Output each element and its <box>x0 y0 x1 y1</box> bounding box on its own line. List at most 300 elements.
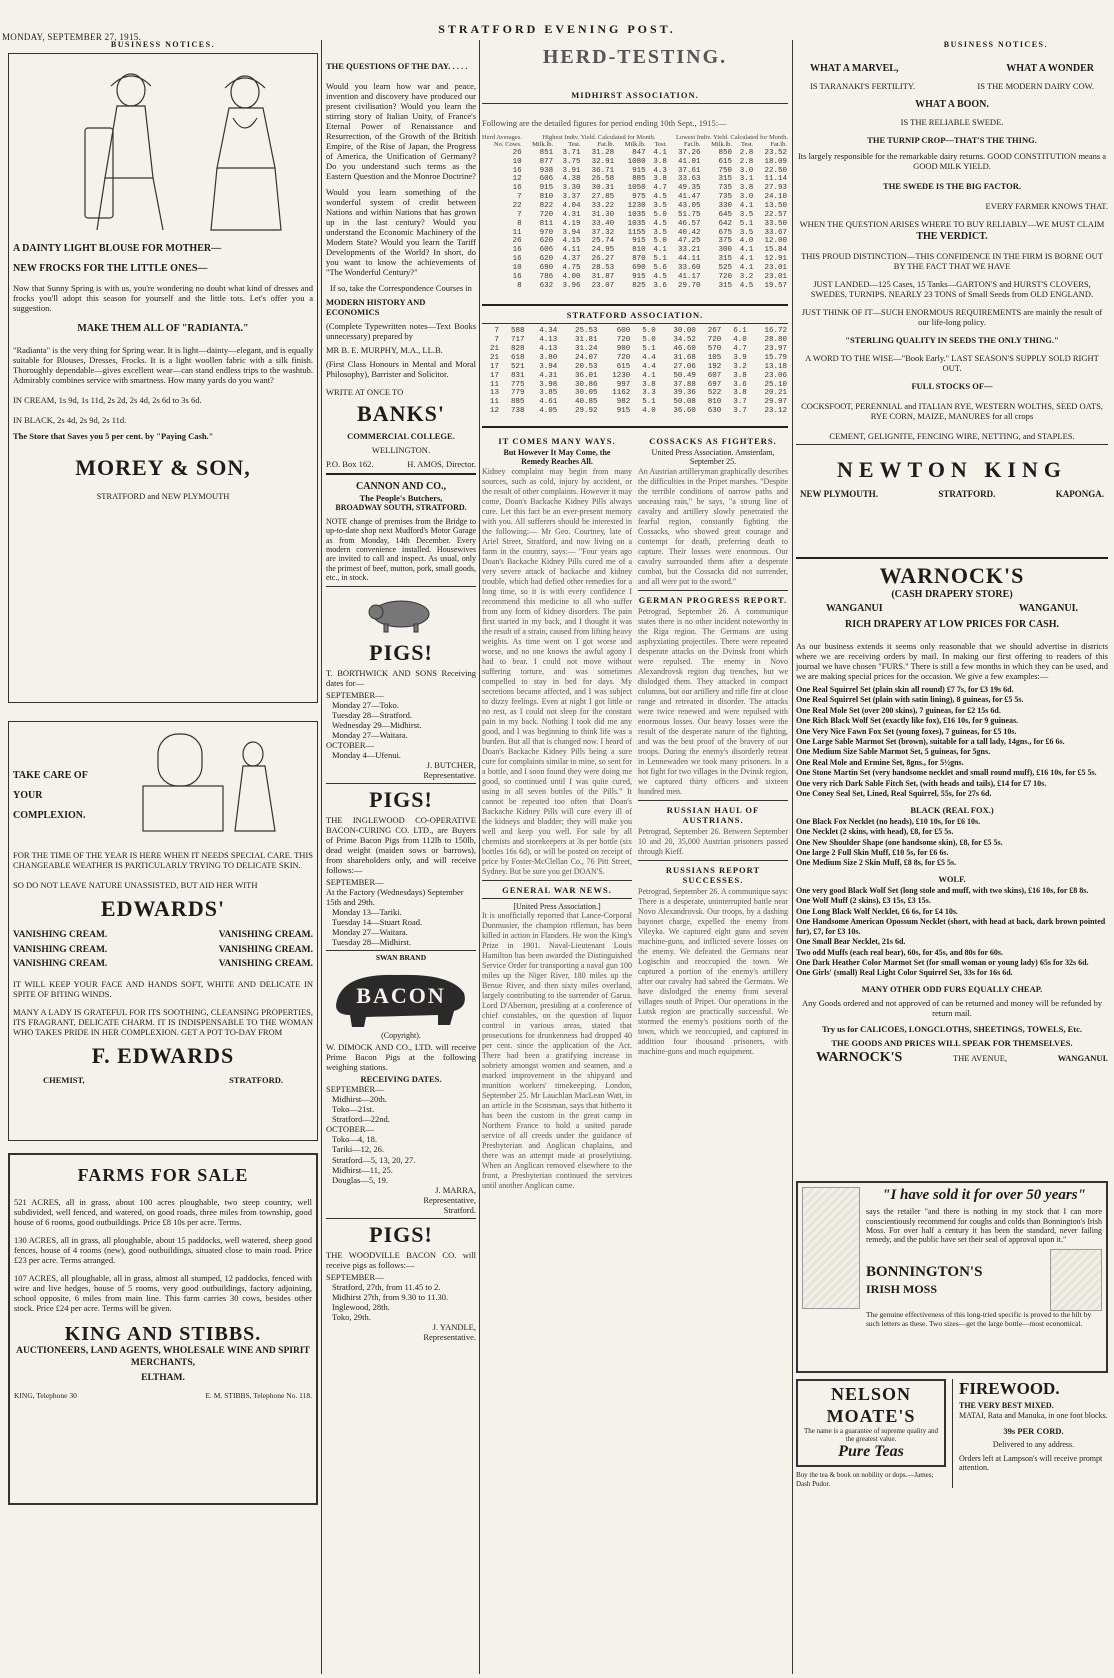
bacon-copyright: (Copyright). <box>381 1030 421 1040</box>
table-cell: 10 <box>512 263 522 272</box>
pigs2-date: Monday 27—Waitara. <box>332 927 408 938</box>
table-cell: 810 <box>632 246 646 255</box>
table-cell: 7 <box>494 327 500 336</box>
column-rule <box>792 40 793 1674</box>
write-line: WRITE AT ONCE TO <box>326 387 404 398</box>
russian-haul-title: RUSSIAN HAUL OF AUSTRIANS. <box>666 804 760 825</box>
midhirst-heading: MIDHIRST ASSOCIATION. <box>571 89 699 100</box>
table-cell: 786 <box>539 272 554 281</box>
table-cell: 15.84 <box>764 246 787 255</box>
table-cell: 5.0 <box>642 336 656 345</box>
table-cell: 618 <box>510 353 525 362</box>
column-3 <box>482 40 788 1678</box>
table-cell: 31.87 <box>591 272 615 281</box>
table-cell: 4.61 <box>539 398 558 407</box>
kidney-sub2: Remedy Reaches All. <box>521 457 593 467</box>
table-cell: 22 <box>512 202 522 210</box>
fur-item: One Real Mole Set (over 200 skins), 7 guineas, for £2 15s 6d. <box>796 705 1001 715</box>
irish-moss-brand: IRISH MOSS <box>866 1281 938 1296</box>
table-cell: 1155 <box>627 228 646 237</box>
returns-note: Any Goods ordered and not approved of can be returned and money will be refunded by return mail. <box>801 997 1102 1018</box>
table-row <box>482 193 788 202</box>
table-cell: 3.6 <box>653 281 667 290</box>
table-cell: 33.21 <box>678 246 701 255</box>
table-cell: 2.8 <box>739 148 754 157</box>
table-cell: 3.71 <box>562 148 581 157</box>
warnocks-foot-name: WARNOCK'S <box>816 1049 903 1065</box>
college-footer <box>326 459 476 469</box>
table-cell: 37.88 <box>673 380 696 389</box>
table-cell: 31.30 <box>591 210 615 219</box>
pigs1-date: Monday 27—Toko. <box>332 699 399 710</box>
table-cell: 50.08 <box>673 398 696 407</box>
table-cell: 3.5 <box>653 228 667 237</box>
table-row <box>482 273 788 282</box>
table-cell: 4.31 <box>562 210 581 219</box>
pigs3-role: Representative. <box>423 1331 476 1342</box>
dressing-table-illustration <box>103 726 303 836</box>
marvel-text: WHAT A MARVEL, <box>810 63 899 75</box>
table-cell: 5.0 <box>653 237 667 246</box>
kidney-sub1: But However It May Come, the <box>503 447 611 457</box>
table-cell: 720 <box>616 336 631 345</box>
table-cell: 7 <box>517 193 522 202</box>
table-cell: 4.1 <box>642 371 656 380</box>
table-cell: 735 <box>718 184 733 193</box>
table-cell: 4.1 <box>739 255 754 264</box>
table-cell: 3.30 <box>562 184 581 193</box>
pure-teas: Pure Teas <box>838 1443 904 1461</box>
russian-success-body: Petrograd, September 26. A communique says: There is a desperate, uninterrupted battle near Novo Alexandrovsk. Our troops, by a dashing bayonet charge, expelled the enemy from Vileyka. We captured eight guns and seven machine-guns, and inflicted severe losses on the enemy. We defeated the Germans near Logischin and reoccupied the town. We captured a portion of the enemy's artillery after our cavalry had sabred the Germans. We have dislodged the enemy from several villages south of Pripet. Our operations in the Lutsk region are practically successful. We stormed the enemy's positions north of the town, which we reoccupied, and captured in addition four thousand prisoners, with machine-guns and much equipment. <box>638 886 788 1056</box>
kidney-title: IT COMES MANY WAYS. <box>498 435 616 446</box>
bacon-logo <box>326 965 476 1029</box>
table-cell: 1035 <box>627 219 646 228</box>
table-cell: 4.31 <box>539 371 558 380</box>
questions-p4: (Complete Typewritten notes—Text Books unnecessary) prepared by <box>326 321 476 342</box>
edwards-firm: F. EDWARDS <box>91 1043 235 1069</box>
table-cell: 21 <box>490 345 500 354</box>
frocks-headline: NEW FROCKS FOR THE LITTLE ONES— <box>13 263 208 275</box>
table-cell: 23.01 <box>764 263 787 272</box>
newton-king-towns <box>796 489 1108 500</box>
bacon-month: OCTOBER— <box>326 1124 375 1135</box>
table-cell: 26 <box>512 237 522 246</box>
edwards-brand: EDWARDS' <box>100 896 226 922</box>
full-stocks-line: FULL STOCKS OF— <box>911 381 993 392</box>
complexion-body-1: FOR THE TIME OF THE YEAR IS HERE WHEN IT NEEDS SPECIAL CARE. THIS CHANGEABLE WEATHER IS PARTICULARLY TRYING TO DELICATE SKIN. <box>13 850 313 871</box>
table-cell: 4.3 <box>653 166 667 175</box>
wonder-text: WHAT A WONDER <box>1006 63 1094 75</box>
table-cell: 642 <box>718 219 733 228</box>
table-cell: 26.58 <box>591 175 615 184</box>
pigs1-date: Tuesday 28—Stratford. <box>332 709 412 720</box>
table-cell: 850 <box>718 148 733 157</box>
think-line: JUST THINK OF IT—SUCH ENORMOUS REQUIREMENTS are mainly the result of our life-long policy. <box>801 307 1103 328</box>
table-cell: 3.80 <box>539 353 558 362</box>
table-cell: 570 <box>707 345 722 354</box>
table-cell: 690 <box>539 263 554 272</box>
table-row <box>482 381 788 390</box>
column-1 <box>8 40 318 1678</box>
table-cell: 33.50 <box>764 219 787 228</box>
table-cell: 675 <box>718 228 733 237</box>
table-cell: 43.05 <box>678 202 701 210</box>
table-cell: 1050 <box>627 184 646 193</box>
college-name: COMMERCIAL COLLEGE. <box>347 431 455 442</box>
bacon-role: Representative, <box>423 1194 476 1205</box>
fur-item: One Real Squirrel Set (plain skin all round) £7 7s, for £3 19s 6d. <box>796 684 1014 694</box>
table-cell: 3.5 <box>653 202 667 210</box>
table-cell: 31.28 <box>591 148 615 157</box>
complexion-body-4: MANY A LADY IS GRATEFUL FOR ITS SOOTHING, CLEANSING PROPERTIES, ITS FRAGRANT, DELICATE CHARM. IT IS INDISPENSABLE TO THE WOMAN WHO TAKES PRIDE IN HER COMPLEXION. GET A POT TO-DAY FROM <box>13 1007 313 1038</box>
firewood-l4: Orders left at Lampson's will receive prompt attention. <box>959 1453 1103 1473</box>
table-cell: 825 <box>632 281 646 290</box>
table-cell: 4.1 <box>653 148 667 157</box>
war-news-assoc: [United Press Association.] <box>513 901 601 911</box>
table-cell: 735 <box>718 193 733 202</box>
table-row <box>482 149 788 158</box>
table-cell: 3.0 <box>739 166 754 175</box>
table-cell: 3.94 <box>562 228 581 237</box>
moates-word: MOATE'S <box>826 1405 916 1426</box>
table-cell: 822 <box>539 202 554 210</box>
news-columns <box>482 432 788 1432</box>
table-cell: 915 <box>632 166 646 175</box>
pigs3-title: PIGS! <box>369 1221 433 1247</box>
stratford-table <box>482 327 788 415</box>
column-header: Milk.lb. <box>532 141 554 149</box>
column-header: Fat.lb. <box>683 141 701 149</box>
table-cell: 16.72 <box>764 327 787 336</box>
table-cell: 810 <box>539 193 554 202</box>
section-header: BUSINESS NOTICES. <box>110 40 216 49</box>
table-cell: 23.06 <box>764 371 787 380</box>
pigs1-date: Wednesday 29—Midhirst. <box>332 719 422 730</box>
herd-testing-title: HERD-TESTING. <box>542 46 728 68</box>
table-cell: 4.1 <box>739 263 754 272</box>
warnocks-address: THE AVENUE, <box>952 1052 1008 1063</box>
table-cell: 12 <box>512 175 522 184</box>
dairy-cow-text: IS THE MODERN DAIRY COW. <box>977 81 1094 92</box>
swan-brand: SWAN BRAND <box>375 953 427 963</box>
questions-p5: (First Class Honours in Mental and Moral Philosophy), Barrister and Solicitor. <box>326 359 476 380</box>
table-cell: 44.11 <box>678 255 701 264</box>
vanishing-cream-label: VANISHING CREAM. <box>13 944 108 955</box>
table-cell: 4.15 <box>562 237 581 246</box>
table-cell: 11 <box>490 398 500 407</box>
bacon-dates-title: RECEIVING DATES. <box>360 1074 442 1085</box>
table-row <box>482 246 788 255</box>
table-cell: 12 <box>490 407 500 416</box>
table-cell: 4.1 <box>653 246 667 255</box>
table-cell: 4.05 <box>539 407 558 416</box>
banks-name: BANKS' <box>357 401 445 427</box>
pigs2-date: At the Factory (Wednesdays) September 15th and 29th. <box>326 886 464 907</box>
table-cell: 10 <box>512 157 522 166</box>
table-cell: 30.00 <box>673 327 696 336</box>
table-row <box>482 158 788 167</box>
table-cell: 25.74 <box>591 237 615 246</box>
table-cell: 33.63 <box>678 175 701 184</box>
fur-item: One New Shoulder Shape (one handsome skin), £8, for £5 5s. <box>796 837 1003 847</box>
bonnington-body: says the retailer "and there is nothing in my stock that I can more conscientiously recommend for coughs and colds than Bonnington's Irish Moss. For over half a century it has been the standard, never failing remedy, and the public have set their seal of approval upon it." <box>866 1207 1102 1245</box>
table-cell: 4.5 <box>653 219 667 228</box>
farms-title: FARMS FOR SALE <box>77 1165 249 1186</box>
table-cell: 915 <box>539 184 554 193</box>
table-cell: 3.7 <box>733 407 747 416</box>
table-cell: 33.67 <box>764 228 787 237</box>
table-cell: 4.0 <box>733 336 747 345</box>
table-cell: 3.5 <box>739 210 754 219</box>
table-cell: 521 <box>510 362 525 371</box>
table-cell: 915 <box>632 237 646 246</box>
table-cell: 3.91 <box>562 166 581 175</box>
section-header: BUSINESS NOTICES. <box>943 40 1048 49</box>
bacon-body: W. DIMOCK AND CO., LTD. will receive Prime Bacon Pigs at the following weighing stations. <box>326 1042 476 1073</box>
pigs1-date: Monday 27—Waitara. <box>332 729 408 740</box>
table-cell: 13.50 <box>764 202 787 210</box>
pigs3-date: Toko, 29th. <box>332 1311 371 1322</box>
table-cell: 23.12 <box>764 407 787 416</box>
table-cell: 28.80 <box>764 336 787 345</box>
table-cell: 4.11 <box>562 246 581 255</box>
table-cell: 5.6 <box>653 263 667 272</box>
edwards-town: STRATFORD. <box>229 1075 283 1086</box>
table-cell: 915 <box>616 407 631 416</box>
table-cell: 982 <box>616 398 631 407</box>
table-cell: 7 <box>517 210 522 219</box>
table-cell: 13.18 <box>764 362 787 371</box>
table-cell: 20.53 <box>574 362 598 371</box>
column-header: Fat.lb. <box>770 141 787 149</box>
complexion-body-3: IT WILL KEEP YOUR FACE AND HANDS SOFT, WHITE AND DELICATE IN SPITE OF BITING WINDS. <box>13 979 313 1000</box>
table-cell: 16 <box>512 255 522 264</box>
bacon-date: Midhirst—20th. <box>332 1094 388 1105</box>
table-cell: 5.1 <box>653 255 667 264</box>
table-cell: 915 <box>632 272 646 281</box>
po-box: P.O. Box 162. <box>326 459 374 470</box>
herd-group-headers <box>482 134 788 142</box>
table-cell: 23.07 <box>591 281 615 290</box>
group-header: Highest Indiv. Yield. Calculated for Month. <box>542 133 656 141</box>
pigs1-body: T. BORTHWICK AND SONS Receiving dates for— <box>326 667 476 688</box>
table-cell: 4.5 <box>739 281 754 290</box>
town-label: STRATFORD. <box>938 489 996 500</box>
fur-item: One Real Squirrel Set (plain with satin lining), 8 guineas, for £5 5s. <box>796 695 1024 705</box>
table-cell: 26.27 <box>591 255 615 264</box>
pigs3-date: Midhirst 27th, from 9.30 to 11.30. <box>332 1291 449 1302</box>
questions-p2: Would you learn something of the wonderful system of credit between Nations and within Nations that has grown up in the last century? Would you understand the Economic Machinery of the Modern State? Would you learn the Tariff Developments of the World? In short, do you want to know the achievements of "The Wonderful Century?" <box>326 187 476 278</box>
newspaper-title: STRATFORD EVENING POST. <box>438 22 676 36</box>
table-row <box>482 389 788 398</box>
table-cell: 15.79 <box>764 353 787 362</box>
table-cell: 33.22 <box>591 202 615 210</box>
issue-date: MONDAY, SEPTEMBER 27, 1915. <box>2 32 142 42</box>
table-cell: 8 <box>517 219 522 228</box>
table-cell: 105 <box>707 353 722 362</box>
fur-item: One Large Sable Marmot Set (brown), suitable for a tall lady, 14gns., for £6 6s. <box>796 737 1065 747</box>
table-cell: 5.0 <box>642 327 656 336</box>
bottle-illustration <box>1050 1249 1102 1311</box>
table-row <box>482 255 788 264</box>
table-cell: 4.5 <box>653 272 667 281</box>
fur-list <box>796 685 1108 799</box>
table-cell: 522 <box>707 389 722 398</box>
table-cell: 885 <box>510 398 525 407</box>
table-cell: 315 <box>718 175 733 184</box>
table-cell: 16 <box>512 246 522 255</box>
king-stibbs-name: KING AND STIBBS. <box>64 1322 262 1345</box>
table-row <box>482 211 788 220</box>
table-row <box>482 327 788 336</box>
table-cell: 8 <box>517 281 522 290</box>
table-cell: 4.0 <box>642 407 656 416</box>
column-4 <box>796 40 1108 1678</box>
table-cell: 30.05 <box>574 389 598 398</box>
newton-king-advert <box>796 63 1108 553</box>
bacon-date: Stratford—5, 13, 20, 27. <box>332 1154 416 1165</box>
table-row <box>482 282 788 291</box>
table-cell: 3.8 <box>733 371 747 380</box>
pigs2-date: Monday 13—Tariki. <box>332 906 402 917</box>
swede-line: IS THE RELIABLE SWEDE. <box>900 117 1004 128</box>
table-cell: 4.75 <box>562 263 581 272</box>
bacon-town: Stratford. <box>443 1204 476 1215</box>
edwards-chemist: CHEMIST, <box>43 1075 85 1086</box>
cannon-body: NOTE change of premises from the Bridge to up-to-date shop next Mudford's Motor Garage as from Monday, 14th December. Every modern convenience installed. Housewives are invited to call and inspect. As usual, only the primest of beef, mutton, pork, small goods, etc., in stock. <box>326 516 476 583</box>
table-cell: 37.32 <box>591 228 615 237</box>
seeds-list: COCKSFOOT, PERENNIAL and ITALIAN RYE, WESTERN WOLTHS, SEED OATS, RYE CORN, MAIZE, MANURES for all crops <box>801 401 1103 422</box>
bacon-date: Tariki—12, 26. <box>332 1144 385 1155</box>
firewood-price: 39s PER CORD. <box>1003 1426 1064 1437</box>
table-cell: 3.2 <box>733 362 747 371</box>
sterling-line: "STERLING QUALITY IN SEEDS THE ONLY THING." <box>845 335 1059 346</box>
fertility-text: IS TARANAKI'S FERTILITY. <box>810 81 916 92</box>
farm-item: 521 ACRES, all in grass, about 100 acres ploughable, two steep country, well subdivided, well fenced, and watered, on good roads, three miles from township, good house of 6 rooms, good outbuildings. Price £8 10s per acre. Terms. <box>14 1196 312 1227</box>
column-header: Test. <box>568 141 581 149</box>
table-cell: 851 <box>539 148 554 157</box>
vanishing-cream-label: VANISHING CREAM. <box>218 944 313 955</box>
table-cell: 4.5 <box>653 193 667 202</box>
table-cell: 46.60 <box>673 345 696 354</box>
pigs2-date: Tuesday 28—Midhirst. <box>332 937 412 948</box>
table-cell: 2.8 <box>739 157 754 166</box>
table-cell: 3.94 <box>539 362 558 371</box>
fur-item: One Stone Martin Set (very handsome necklet and small round muff), £16 10s, for £5 5s. <box>796 768 1097 778</box>
table-row <box>482 398 788 407</box>
table-cell: 632 <box>539 281 554 290</box>
table-cell: 3.96 <box>562 281 581 290</box>
chemist-illustration <box>802 1187 860 1309</box>
vanishing-cream-label: VANISHING CREAM. <box>218 930 313 941</box>
store-slogan: The Store that Saves you 5 per cent. by "Paying Cash." <box>13 430 214 441</box>
cannon-sub2: BROADWAY SOUTH, STRATFORD. <box>335 503 467 513</box>
table-cell: 27.06 <box>673 362 696 371</box>
table-cell: 3.8 <box>733 389 747 398</box>
war-news-body: It is unofficially reported that Lance-Corporal Dunmusier, the champion rifleman, has been killed in action in Flanders. He won the King's Prize in 1901. Naval-Lieutenant Louis Hamilton has been awarded the Distinguished Service Order for transporting a naval gun 100 miles up the Niger River, 180 miles up the Benue River, and then sixty miles overland, largely contributing to the surrender of Garua. Lord D'Abernon, presiding at a conference of chief constables, on the question of liquor control in various areas, stated that prosecutions for drunkenness had dropped 40 per cent. since the application of the Act. There had been a gratifying increase in sobriety amongst women and seamen, and a marked improvement in the shipyard and munition workers' timekeeping. London, September 25. Mr Lauchlan MacLean Watt, in an article in the Scotsman, says that hitherto it has been the custom in the great camp in Northern France to hold a united parade service of all creeds under the guidance of Presbyterian and Anglican chaplains, and there was an attempt made at proselytising. When an Anglican removed elsewhere to the front, a Presbyterian continued the services until another Anglican came. <box>482 911 632 1191</box>
group-header: Lowest Indiv. Yield. Calculated for Month. <box>676 133 788 141</box>
warnocks-sub: (CASH DRAPERY STORE) <box>891 589 1013 601</box>
table-cell: 50.49 <box>673 371 696 380</box>
town-label: WANGANUI. <box>1018 603 1078 615</box>
column-header: Milk.lb. <box>624 141 646 149</box>
nelson-tag: The name is a guarantee of supreme quality and the greatest value. <box>803 1426 939 1444</box>
table-cell: 5.1 <box>642 398 656 407</box>
table-cell: 3.8 <box>653 175 667 184</box>
fur-list <box>796 886 1108 978</box>
table-cell: 717 <box>510 336 525 345</box>
bonnington-headline: "I have sold it for over 50 years" <box>882 1187 1086 1204</box>
table-cell: 47.25 <box>678 237 701 246</box>
table-cell: 630 <box>707 407 722 416</box>
table-cell: 11.14 <box>764 175 787 184</box>
warnocks-title: WARNOCK'S <box>879 563 1025 589</box>
table-cell: 26 <box>512 148 522 157</box>
column-header: No. Cows. <box>494 141 522 149</box>
cream-prices: IN CREAM, 1s 9d, 1s 11d, 2s 2d, 2s 4d, 2s 6d to 3s 6d. <box>13 394 202 405</box>
table-row <box>482 237 788 246</box>
table-cell: 36.01 <box>574 371 598 380</box>
table-row <box>482 363 788 372</box>
every-farmer: EVERY FARMER KNOWS THAT. <box>985 201 1108 212</box>
nelson-moate-advert <box>796 1379 946 1487</box>
farms-for-sale-advert <box>8 1153 318 1505</box>
table-cell: 525 <box>718 263 733 272</box>
king-stibbs-town: ELTHAM. <box>141 1372 185 1383</box>
wolf-heading: WOLF. <box>938 873 966 884</box>
college-town: WELLINGTON. <box>371 445 431 456</box>
midhirst-table <box>482 141 788 290</box>
table-cell: 39.36 <box>673 389 696 398</box>
fur-item: One Rich Black Wolf Set (exactly like fox), £16 10s, for 9 guineas. <box>796 716 1019 726</box>
table-cell: 4.7 <box>653 184 667 193</box>
table-cell: 192 <box>707 362 722 371</box>
table-cell: 720 <box>539 210 554 219</box>
table-cell: 3.5 <box>739 228 754 237</box>
table-cell: 24.07 <box>574 353 598 362</box>
bacon-month: SEPTEMBER— <box>326 1084 384 1095</box>
pigs1-role: Representative. <box>423 769 476 780</box>
table-cell: 6.1 <box>733 327 747 336</box>
table-cell: 33.40 <box>591 219 615 228</box>
pigs3-sig: J. YANDLE, <box>432 1321 476 1332</box>
table-cell: 4.13 <box>539 336 558 345</box>
table-cell: 900 <box>616 345 631 354</box>
warnocks-advert <box>796 563 1108 1173</box>
table-cell: 811 <box>539 219 554 228</box>
vanishing-cream-label: VANISHING CREAM. <box>13 930 108 941</box>
table-row <box>482 184 788 193</box>
table-cell: 4.0 <box>739 237 754 246</box>
news-left-column <box>482 432 632 1432</box>
fur-item: One large 2 Full Skin Muff, £10 5s, for £6 6s. <box>796 847 949 857</box>
table-cell: 1230 <box>612 371 631 380</box>
fur-item: One very rich Dark Sable Fitch Set, (with heads and tails), £14 for £7 10s. <box>796 778 1047 788</box>
russian-success-title: RUSSIANS REPORT SUCCESSES. <box>665 864 761 885</box>
table-cell: 267 <box>707 327 722 336</box>
bacon-date: Stratford—22nd. <box>332 1114 390 1125</box>
table-cell: 3.6 <box>733 380 747 389</box>
bacon-date: Toko—4, 18. <box>332 1134 377 1145</box>
blouse-body: Now that Sunny Spring is with us, you're wondering no doubt what kind of dresses and frocks you'll adopt this season for yourself and the little tots. Let's offer you a suggestion. <box>13 283 313 314</box>
fur-item: One Medium Size 2 Skin Muff, £8 8s, for £5 5s. <box>796 858 957 868</box>
cannon-name: CANNON AND CO., <box>356 481 446 493</box>
landed-line: JUST LANDED—125 Cases, 15 Tanks—GARTON'S and HURST'S CLOVERS, SWEDES, TURNIPS. NEARLY 23 TONS of Small Seeds from OLD ENGLAND. <box>810 278 1094 299</box>
table-cell: 3.37 <box>562 193 581 202</box>
table-cell: 7 <box>494 336 500 345</box>
table-cell: 13 <box>490 389 500 398</box>
farm-item: 107 ACRES, all ploughable, all in grass, almost all stumped, 12 paddocks, fenced with wire and live hedges, house of 5 rooms, very good outbuildings, factory adjoining, school opposite, 6 miles from main line. This farm carries 30 cows, besides other stock. Price £24 per acre. Terms will be given. <box>14 1272 312 1313</box>
